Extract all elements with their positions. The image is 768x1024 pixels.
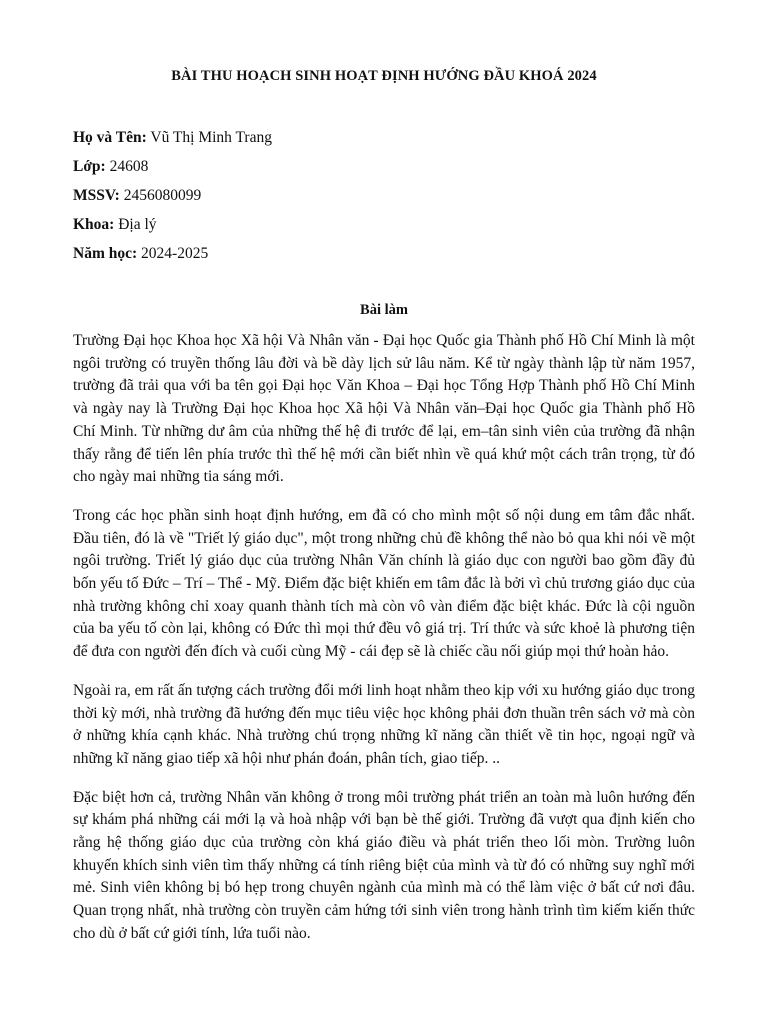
info-label: Khoa:	[73, 216, 115, 233]
paragraph-3: Ngoài ra, em rất ấn tượng cách trường đổi mới linh hoạt nhằm theo kịp với xu hướng giáo dục trong thời kỳ mới, nhà trường đã hướng đến mục tiêu việc học không phải đơn thuần trên sách vở mà còn ở những khía cạnh khác. Nhà trường chú trọng những kĩ năng cần thiết về tin học, ngoại ngữ và những kĩ năng giao tiếp xã hội như phán đoán, phân tích, giao tiếp. ..	[73, 681, 695, 767]
info-value: Vũ Thị Minh Trang	[150, 129, 272, 146]
info-label: Họ và Tên:	[73, 129, 147, 146]
info-row-class	[73, 156, 272, 185]
info-row-faculty	[73, 214, 272, 243]
info-label: MSSV:	[73, 187, 120, 204]
info-row-school-year	[73, 243, 272, 272]
info-value: 24608	[109, 158, 149, 175]
student-info	[73, 127, 272, 272]
info-label: Năm học:	[73, 245, 138, 262]
document-title: BÀI THU HOẠCH SINH HOẠT ĐỊNH HƯỚNG ĐẦU KHOÁ 2024	[171, 68, 597, 84]
info-value: 2024-2025	[141, 245, 209, 262]
paragraph-4: Đặc biệt hơn cả, trường Nhân văn không ở trong môi trường phát triển an toàn mà luôn hướng đến sự khám phá những cái mới lạ và hoà nhập với bạn bè thế giới. Trường đã vượt qua định kiến cho rằng hệ thống giáo dục của trường còn khá giáo điều và phát triển theo lối mòn. Trường luôn khuyến khích sinh viên tìm thấy những cá tính riêng biệt của mình và từ đó có những suy nghĩ mới mẻ. Sinh viên không bị bó hẹp trong chuyên ngành của mình mà có thể làm việc ở bất cứ nơi đâu. Quan trọng nhất, nhà trường còn truyền cảm hứng tới sinh viên trong hành trình tìm kiếm kiến thức cho dù ở bất cứ giới tính, lứa tuổi nào.	[73, 788, 695, 942]
info-row-student-id	[73, 185, 272, 214]
section-title: Bài làm	[360, 302, 408, 318]
essay-body	[73, 330, 695, 962]
info-label: Lớp:	[73, 158, 106, 175]
paragraph-2: Trong các học phần sinh hoạt định hướng, em đã có cho mình một số nội dung em tâm đắc nhất. Đầu tiên, đó là về "Triết lý giáo dục", một trong những chủ đề không thể nào bỏ qua khi nói về một ngôi trường. Triết lý giáo dục của trường Nhân Văn chính là giáo dục con người bao gồm đầy đủ bốn yếu tố Đức – Trí – Thể - Mỹ. Điểm đặc biệt khiến em tâm đắc là bởi vì chủ trương giáo dục của nhà trường không chỉ xoay quanh thành tích mà còn vô vàn điểm đặc biệt khác. Đức là cội nguồn của ba yếu tố còn lại, không có Đức thì mọi thứ đều vô giá trị. Trí thức và sức khoẻ là phương tiện để đưa con người đến đích và cuối cùng Mỹ - cái đẹp sẽ là chiếc cầu nối giúp mọi thứ hoàn hảo.	[73, 506, 695, 661]
info-row-name	[73, 127, 272, 156]
info-value: Địa lý	[118, 216, 157, 233]
info-value: 2456080099	[123, 187, 202, 204]
paragraph-1: Trường Đại học Khoa học Xã hội Và Nhân văn - Đại học Quốc gia Thành phố Hồ Chí Minh là một ngôi trường có truyền thống lâu đời và bề dày lịch sử lâu năm. Kể từ ngày thành lập từ năm 1957, trường đã trải qua với ba tên gọi Đại học Văn Khoa – Đại học Tổng Hợp Thành phố Hồ Chí Minh và ngày nay là Trường Đại học Khoa học Xã hội Và Nhân văn–Đại học Quốc gia Thành phố Hồ Chí Minh. Từ những dư âm của những thế hệ đi trước để lại, em–tân sinh viên của trường đã nhận thấy rằng để tiến lên phía trước thì thế hệ mới cần biết nhìn về quá khứ một cách trân trọng, từ đó cho ngày mai những tia sáng mới.	[73, 332, 695, 486]
